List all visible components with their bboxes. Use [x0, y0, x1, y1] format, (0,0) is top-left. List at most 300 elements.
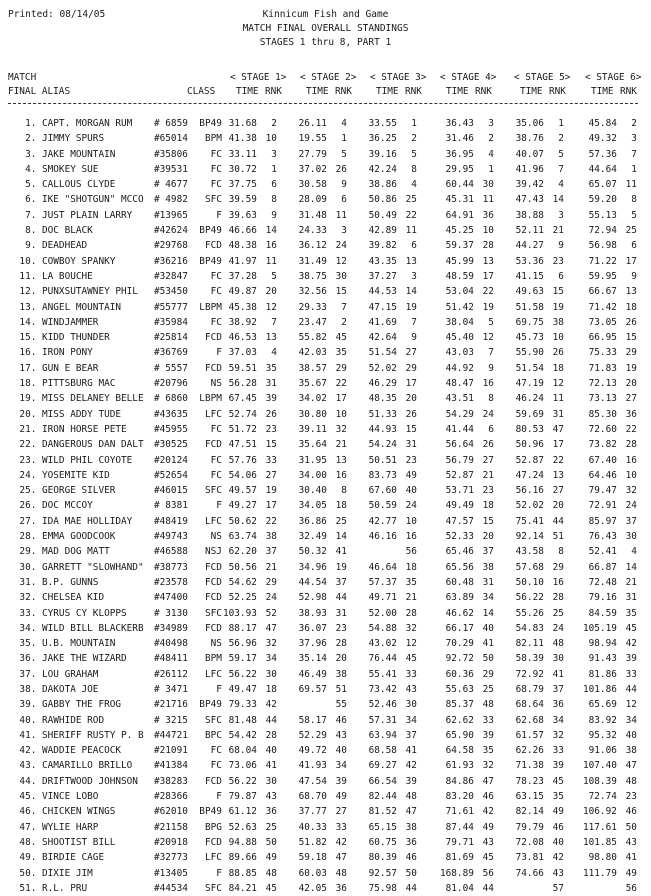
- stage-rank-cell: 4: [271, 347, 277, 359]
- stage-time-cell: 54.83: [515, 622, 544, 634]
- column-gap: [277, 789, 292, 804]
- column-gap: [494, 391, 506, 406]
- stage-rank-cell: 31: [265, 378, 277, 390]
- stage-rank-cell: 37: [405, 729, 417, 741]
- stage-time-cell: 54.06: [228, 469, 257, 481]
- class-cell: FC: [210, 760, 222, 772]
- stage-time-cell: 49.27: [228, 500, 257, 512]
- alias-cell: DIXIE JIM: [42, 867, 93, 879]
- stage-time-cell: 48.59: [445, 270, 474, 282]
- stage-time-cell: 168.89: [440, 867, 474, 879]
- table-row: [0, 636, 637, 651]
- stage-time-cell: 57.68: [515, 561, 544, 573]
- column-gap: [494, 131, 506, 146]
- column-gap: [277, 147, 292, 162]
- stage-time-cell: 50.49: [368, 209, 397, 221]
- stage-time-cell: 68.70: [298, 791, 327, 803]
- stage-time-cell: 55.41: [368, 668, 397, 680]
- alias-cell: WILD BILL BLACKERB: [42, 622, 144, 634]
- stage-rank-cell: 37: [265, 546, 277, 558]
- stage-rank-cell: 19: [625, 362, 637, 374]
- alias-cell: DRIFTWOOD JOHNSON: [42, 775, 138, 787]
- stage-rank-cell: 28: [405, 607, 417, 619]
- stage-rank-cell: 15: [405, 423, 417, 435]
- stage-time-cell: 35.06: [515, 118, 544, 129]
- column-gap: [417, 116, 432, 131]
- stage-rank-cell: 7: [271, 316, 277, 328]
- stage-rank-cell: 10: [335, 408, 347, 420]
- stage-time-cell: 94.88: [228, 836, 257, 848]
- stage-rank-cell: 10: [625, 469, 637, 481]
- member-number-cell: #30525: [154, 439, 188, 451]
- stage-rank-cell: 9: [488, 362, 494, 374]
- alias-cell: MISS ADDY TUDE: [42, 408, 122, 420]
- stage-time-cell: 37.96: [298, 638, 327, 650]
- column-gap: [347, 667, 362, 682]
- column-gap: [277, 116, 292, 131]
- alias-cell: RAWHIDE ROD: [42, 714, 105, 726]
- stage-time-cell: 69.57: [298, 683, 327, 695]
- column-gap: [494, 422, 506, 437]
- table-row: [0, 850, 637, 865]
- stage-rank-cell: 43: [625, 836, 637, 848]
- alias-cell: EMMA GOODCOOK: [42, 531, 116, 543]
- table-row: [0, 682, 637, 697]
- stage-time-cell: 60.75: [368, 836, 397, 848]
- alias-cell: CAPT. MORGAN RUM: [42, 118, 133, 129]
- class-cell: LFC: [204, 668, 222, 680]
- stage-time-cell: 46.53: [228, 332, 257, 344]
- stage-rank-cell: 32: [335, 423, 347, 435]
- stage-rank-cell: 42: [335, 836, 347, 848]
- stage-rank-cell: 44: [335, 592, 347, 604]
- position-cell: 9.: [25, 240, 42, 252]
- stage-time-cell: 72.60: [588, 423, 617, 435]
- column-gap: [417, 254, 432, 269]
- column-gap: [277, 866, 292, 881]
- stage-rank-cell: 8: [558, 546, 564, 558]
- stage-time-cell: 65.69: [588, 699, 617, 711]
- stage-rank-cell: 2: [411, 133, 417, 145]
- class-cell: LBPM: [199, 301, 222, 313]
- stage-time-cell: 66.54: [368, 775, 397, 787]
- column-gap: [417, 437, 432, 452]
- member-number-cell: #52654: [154, 469, 188, 481]
- stage-time-cell: 88.17: [228, 622, 257, 634]
- stage-time-cell: 89.66: [228, 852, 257, 864]
- column-gap: [277, 330, 292, 345]
- class-cell: FCD: [204, 836, 222, 848]
- stage-rank-cell: 17: [335, 393, 347, 405]
- stage-time-cell: 30.72: [228, 163, 257, 175]
- stage-rank-cell: 3: [411, 270, 417, 282]
- stage-rank-cell: 41: [625, 852, 637, 864]
- column-gap: [347, 529, 362, 544]
- stage-time-cell: 63.15: [515, 791, 544, 803]
- stage-time-cell: 24.33: [298, 225, 327, 237]
- member-number-cell: #36216: [154, 255, 188, 267]
- column-gap: [564, 453, 577, 468]
- class-cell: LFC: [204, 852, 222, 864]
- table-row: [0, 437, 637, 452]
- stage-rank-cell: 19: [265, 485, 277, 497]
- stage-rank-cell: 22: [552, 454, 564, 466]
- stage-time-cell: 43.03: [445, 347, 474, 359]
- table-row: [0, 192, 637, 207]
- column-gap: [417, 361, 432, 376]
- stage-time-cell: 50.51: [368, 454, 397, 466]
- column-gap: [277, 590, 292, 605]
- stage-rank-cell: 43: [265, 791, 277, 803]
- stage-time-cell: 44.53: [368, 286, 397, 298]
- member-number-cell: #38283: [154, 775, 188, 787]
- column-gap: [494, 315, 506, 330]
- column-gap: [417, 529, 432, 544]
- stage-time-cell: 72.13: [588, 378, 617, 390]
- class-cell: BP49: [199, 806, 222, 818]
- column-gap: [564, 315, 577, 330]
- stage-rank-cell: 1: [411, 118, 417, 129]
- class-cell: SFC: [204, 714, 222, 726]
- alias-cell: VINCE LOBO: [42, 791, 99, 803]
- column-gap: [564, 407, 577, 422]
- stage-time-cell: 83.92: [588, 714, 617, 726]
- stage-rank-cell: 10: [482, 225, 494, 237]
- stage-rank-cell: 32: [552, 729, 564, 741]
- column-gap: [494, 590, 506, 605]
- column-gap: [417, 284, 432, 299]
- class-cell: SFC: [204, 194, 222, 206]
- stage-time-cell: 44.93: [368, 423, 397, 435]
- stage-header: < STAGE 4>: [440, 72, 497, 83]
- alias-cell: BIRDIE CAGE: [42, 852, 105, 864]
- position-cell: 14.: [19, 316, 42, 328]
- stage-time-cell: 79.87: [228, 791, 257, 803]
- stage-time-cell: 87.44: [445, 821, 474, 833]
- stage-rank-cell: 26: [335, 163, 347, 175]
- stage-rank-cell: 30: [552, 653, 564, 665]
- member-number-cell: #53450: [154, 286, 188, 298]
- stage-rank-cell: 12: [482, 332, 494, 344]
- stage-rank-cell: 33: [405, 668, 417, 680]
- alias-cell: SMOKEY SUE: [42, 163, 99, 175]
- stage-time-cell: 47.57: [445, 515, 474, 527]
- alias-cell: MISS DELANEY BELLE: [42, 393, 144, 405]
- stage-rank-cell: 24: [625, 500, 637, 512]
- stage-time-cell: 56.79: [445, 454, 474, 466]
- stage-rank-cell: 40: [335, 745, 347, 757]
- stage-rank-cell: 46: [482, 791, 494, 803]
- column-gap: [347, 116, 362, 131]
- column-gap: [347, 621, 362, 636]
- stage-time-cell: 44.64: [588, 163, 617, 175]
- stage-time-cell: 68.79: [515, 683, 544, 695]
- column-gap: [347, 391, 362, 406]
- stage-rank-cell: 9: [341, 179, 347, 191]
- column-gap: [494, 330, 506, 345]
- stage-rank-cell: 49: [265, 852, 277, 864]
- member-number-cell: # 4982: [154, 194, 188, 206]
- table-row: [0, 391, 637, 406]
- stage-rank-cell: 17: [625, 255, 637, 267]
- column-gap: [417, 621, 432, 636]
- table-row: [0, 820, 637, 835]
- stage-rank-cell: 36: [625, 408, 637, 420]
- column-gap: [564, 284, 577, 299]
- table-row: [0, 468, 637, 483]
- stage-time-cell: 49.47: [228, 683, 257, 695]
- stage-time-cell: 47.24: [515, 469, 544, 481]
- column-gap: [564, 697, 577, 712]
- alias-cell: R.L. PRU: [42, 882, 88, 894]
- stage-rank-cell: 46: [625, 806, 637, 818]
- alias-cell: KIDD THUNDER: [42, 332, 110, 344]
- stage-time-cell: 74.66: [515, 867, 544, 879]
- stage-rank-cell: 38: [405, 821, 417, 833]
- stage-time-cell: 38.86: [368, 179, 397, 191]
- class-cell: BPM: [204, 653, 222, 665]
- stage-time-cell: 54.62: [228, 576, 257, 588]
- column-gap: [494, 208, 506, 223]
- column-gap: [347, 636, 362, 651]
- stage-rank-cell: 49: [335, 791, 347, 803]
- stage-rank-cell: 34: [335, 760, 347, 772]
- stage-time-cell: 59.17: [228, 653, 257, 665]
- printed-date: Printed: 08/14/05: [8, 9, 106, 20]
- stage-time-cell: 47.19: [515, 378, 544, 390]
- stage-time-cell: 49.63: [515, 286, 544, 298]
- stage-time-cell: 41.96: [515, 163, 544, 175]
- stage-rank-cell: 18: [335, 500, 347, 512]
- table-row: [0, 866, 637, 881]
- column-gap: [277, 238, 292, 253]
- stage-rank-cell: 30: [625, 531, 637, 543]
- stage-time-cell: 60.36: [445, 668, 474, 680]
- stage-time-cell: 31.49: [298, 255, 327, 267]
- stage-time-cell: 71.83: [588, 362, 617, 374]
- stage-rank-cell: 40: [552, 836, 564, 848]
- column-gap: [564, 636, 577, 651]
- stage-rank-cell: 35: [335, 347, 347, 359]
- member-number-cell: #13405: [154, 867, 188, 879]
- stage-rank-cell: 25: [265, 821, 277, 833]
- member-number-cell: #39531: [154, 163, 188, 175]
- stage-time-cell: 91.06: [588, 745, 617, 757]
- stage-time-cell: 103.93: [223, 607, 257, 619]
- stage-time-cell: 49.71: [368, 592, 397, 604]
- class-cell: FC: [210, 163, 222, 175]
- stage-rank-cell: 15: [625, 332, 637, 344]
- table-row: [0, 728, 637, 743]
- position-cell: 21.: [19, 423, 42, 435]
- stage-time-cell: 47.43: [515, 194, 544, 206]
- stage-rank-cell: 32: [265, 638, 277, 650]
- stage-rank-cell: 35: [265, 362, 277, 374]
- stage-time-cell: 81.48: [228, 714, 257, 726]
- stage-rank-cell: 28: [482, 240, 494, 252]
- stage-time-cell: 60.03: [298, 867, 327, 879]
- stage-rank-cell: 3: [631, 133, 637, 145]
- stage-rank-cell: 38: [625, 745, 637, 757]
- stage-time-cell: 41.15: [515, 270, 544, 282]
- stage-rank-cell: 14: [265, 225, 277, 237]
- stage-rank-cell: 7: [558, 163, 564, 175]
- position-cell: 13.: [19, 301, 42, 313]
- stage-rank-cell: 39: [405, 775, 417, 787]
- stage-time-cell: 60.48: [445, 576, 474, 588]
- stage-time-cell: 23.47: [298, 316, 327, 328]
- table-row: [0, 131, 637, 146]
- stage-time-cell: 80.53: [515, 423, 544, 435]
- stage-rank-cell: 36: [405, 836, 417, 848]
- stage-time-cell: 37.03: [228, 347, 257, 359]
- position-cell: 49.: [19, 852, 42, 864]
- column-gap: [417, 208, 432, 223]
- stage-rank-cell: 49: [625, 867, 637, 879]
- stage-rank-cell: 50: [265, 836, 277, 848]
- column-gap: [417, 544, 432, 559]
- column-gap: [277, 254, 292, 269]
- class-cell: BPM: [204, 133, 222, 145]
- stage-time-cell: 52.11: [515, 225, 544, 237]
- stage-time-cell: 82.11: [515, 638, 544, 650]
- column-gap: [277, 713, 292, 728]
- stage-time-cell: 38.57: [298, 362, 327, 374]
- stage-time-cell: 36.12: [298, 240, 327, 252]
- stage-rank-cell: 25: [552, 607, 564, 619]
- class-cell: FCD: [204, 592, 222, 604]
- column-gap: [417, 498, 432, 513]
- stage-time-cell: 56.98: [588, 240, 617, 252]
- stage-time-cell: 78.23: [515, 775, 544, 787]
- stage-rank-cell: 48: [405, 791, 417, 803]
- stage-rank-cell: 7: [488, 347, 494, 359]
- stage-rank-cell: 6: [341, 194, 347, 206]
- stage-rank-cell: 23: [265, 423, 277, 435]
- stage-time-cell: 85.97: [588, 515, 617, 527]
- column-gap: [417, 728, 432, 743]
- stage-rank-cell: 3: [558, 209, 564, 221]
- position-cell: 42.: [19, 745, 42, 757]
- column-gap: [564, 621, 577, 636]
- table-row: [0, 162, 637, 177]
- table-row: [0, 453, 637, 468]
- stage-rank-cell: 22: [405, 209, 417, 221]
- stage-rank-cell: 49: [482, 821, 494, 833]
- stage-time-cell: 59.20: [588, 194, 617, 206]
- alias-cell: PUNXSUTAWNEY PHIL: [42, 286, 138, 298]
- column-gap: [277, 223, 292, 238]
- stage-header: < STAGE 2>: [300, 72, 357, 83]
- class-header: CLASS: [187, 86, 216, 97]
- table-row: [0, 498, 637, 513]
- member-number-cell: #23578: [154, 576, 188, 588]
- column-gap: [494, 192, 506, 207]
- stage-time-cell: 106.92: [583, 806, 617, 818]
- rank-header: RNK: [335, 86, 352, 97]
- column-gap: [417, 315, 432, 330]
- class-cell: BPC: [204, 729, 222, 741]
- position-cell: 26.: [19, 500, 42, 512]
- column-gap: [347, 437, 362, 452]
- stage-rank-cell: 24: [405, 500, 417, 512]
- stage-rank-cell: 13: [552, 469, 564, 481]
- stage-time-cell: 38.75: [298, 270, 327, 282]
- stage-time-cell: 79.79: [515, 821, 544, 833]
- time-header: TIME: [376, 86, 399, 97]
- column-gap: [277, 407, 292, 422]
- stage-rank-cell: 18: [552, 362, 564, 374]
- alias-cell: YOSEMITE KID: [42, 469, 110, 481]
- stage-time-cell: 30.58: [298, 179, 327, 191]
- position-cell: 12.: [19, 286, 42, 298]
- stage-time-cell: 72.08: [515, 836, 544, 848]
- stage-rank-cell: 21: [405, 592, 417, 604]
- stage-time-cell: 39.59: [228, 194, 257, 206]
- stage-time-cell: 66.87: [588, 561, 617, 573]
- stage-time-cell: 38.93: [298, 607, 327, 619]
- class-cell: FC: [210, 745, 222, 757]
- column-gap: [277, 667, 292, 682]
- stage-time-cell: [292, 697, 327, 712]
- stage-time-cell: 58.17: [298, 714, 327, 726]
- stage-header: < STAGE 5>: [514, 72, 571, 83]
- position-cell: 43.: [19, 760, 42, 772]
- position-cell: 44.: [19, 775, 42, 787]
- member-number-cell: #29768: [154, 240, 188, 252]
- stage-time-cell: 92.57: [368, 867, 397, 879]
- stage-rank-cell: 16: [482, 378, 494, 390]
- stage-rank-cell: 21: [482, 469, 494, 481]
- stage-time-cell: 81.52: [368, 806, 397, 818]
- stage-rank-cell: 27: [482, 454, 494, 466]
- column-gap: [347, 743, 362, 758]
- table-row: [0, 789, 637, 804]
- column-gap: [417, 606, 432, 621]
- stage-rank-cell: 31: [335, 607, 347, 619]
- stage-rank-cell: 35: [482, 745, 494, 757]
- stage-time-cell: 30.80: [298, 408, 327, 420]
- column-gap: [564, 514, 577, 529]
- class-cell: NS: [210, 531, 222, 543]
- club-name: Kinnicum Fish and Game: [262, 9, 389, 20]
- stage-rank-cell: 47: [265, 622, 277, 634]
- position-cell: 35.: [19, 638, 42, 650]
- column-gap: [347, 300, 362, 315]
- column-gap: [564, 238, 577, 253]
- member-number-cell: # 5557: [154, 362, 188, 374]
- stage-time-cell: 69.75: [515, 316, 544, 328]
- column-gap: [277, 391, 292, 406]
- class-cell: BP49: [199, 255, 222, 267]
- column-gap: [347, 284, 362, 299]
- alias-cell: CHICKEN WINGS: [42, 806, 116, 818]
- stage-time-cell: 41.44: [445, 423, 474, 435]
- column-gap: [564, 254, 577, 269]
- stage-rank-cell: 25: [625, 225, 637, 237]
- table-row: [0, 529, 637, 544]
- column-gap: [564, 269, 577, 284]
- stage-rank-cell: 42: [625, 638, 637, 650]
- column-gap: [417, 575, 432, 590]
- stage-rank-cell: 8: [271, 194, 277, 206]
- stage-rank-cell: 30: [482, 179, 494, 191]
- column-gap: [417, 514, 432, 529]
- stage-time-cell: 19.55: [298, 133, 327, 145]
- stage-rank-cell: 5: [558, 148, 564, 160]
- stage-rank-cell: 32: [625, 485, 637, 497]
- stage-rank-cell: 30: [265, 668, 277, 680]
